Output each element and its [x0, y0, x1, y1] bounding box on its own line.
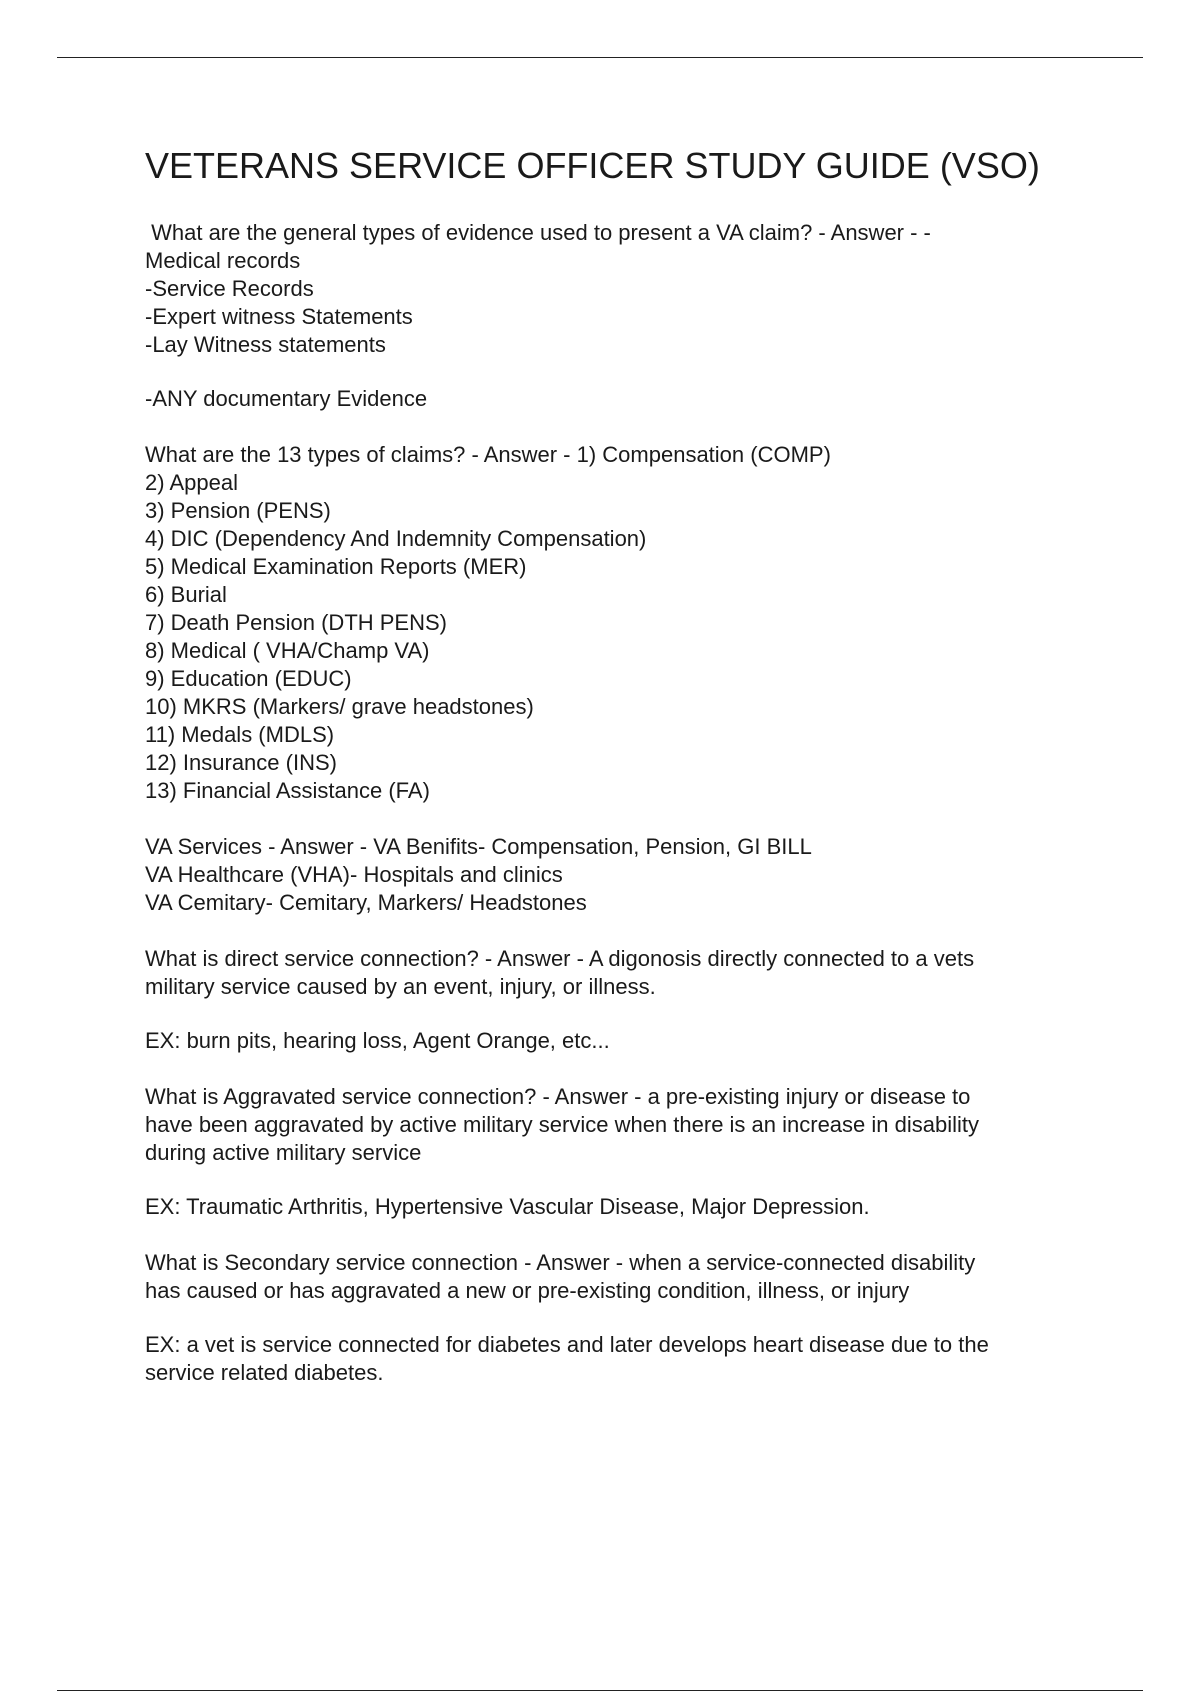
- list-item: 2) Appeal: [145, 470, 238, 495]
- answer-line: VA Healthcare (VHA)- Hospitals and clinics: [145, 862, 563, 887]
- question-line: What are the 13 types of claims? - Answer - 1) Compensation (COMP): [145, 442, 831, 467]
- question-line: What is Secondary service connection - Answer - when a service-connected disability: [145, 1250, 976, 1275]
- answer-line: -ANY documentary Evidence: [145, 386, 428, 411]
- list-item: 12) Insurance (INS): [145, 750, 337, 775]
- list-item: 7) Death Pension (DTH PENS): [145, 610, 447, 635]
- list-item: 4) DIC (Dependency And Indemnity Compensation): [145, 526, 647, 551]
- question-line: What are the general types of evidence used to present a VA claim? - Answer - -: [145, 220, 931, 245]
- qa-entry-aggravated-service-connection: [145, 1083, 1090, 1221]
- top-rule: [57, 57, 1143, 58]
- example-line: service related diabetes.: [145, 1360, 384, 1385]
- answer-line: during active military service: [145, 1140, 422, 1165]
- list-item: 3) Pension (PENS): [145, 498, 331, 523]
- qa-entry-evidence-types: [145, 219, 1090, 413]
- answer-line: -Service Records: [145, 276, 314, 301]
- question-line: What is direct service connection? - Answer - A digonosis directly connected to a vets: [145, 946, 975, 971]
- answer-line: Medical records: [145, 248, 301, 273]
- list-item: 11) Medals (MDLS): [145, 722, 335, 747]
- blank-line: [145, 1167, 1090, 1193]
- list-item: 13) Financial Assistance (FA): [145, 778, 430, 803]
- answer-line: have been aggravated by active military service when there is an increase in disability: [145, 1112, 979, 1137]
- qa-entry-claim-types: [145, 441, 1090, 805]
- document-title: VETERANS SERVICE OFFICER STUDY GUIDE (VSO): [145, 145, 1040, 186]
- list-item: 5) Medical Examination Reports (MER): [145, 554, 527, 579]
- answer-line: military service caused by an event, injury, or illness.: [145, 974, 656, 999]
- answer-line: VA Cemitary- Cemitary, Markers/ Headstones: [145, 890, 587, 915]
- bottom-rule: [57, 1690, 1143, 1691]
- example-line: EX: Traumatic Arthritis, Hypertensive Vascular Disease, Major Depression.: [145, 1194, 870, 1219]
- answer-line: has caused or has aggravated a new or pre-existing condition, illness, or injury: [145, 1278, 910, 1303]
- qa-entry-secondary-service-connection: [145, 1249, 1090, 1387]
- list-item: 9) Education (EDUC): [145, 666, 352, 691]
- question-line: What is Aggravated service connection? - Answer - a pre-existing injury or disease to: [145, 1084, 971, 1109]
- answer-line: -Lay Witness statements: [145, 332, 386, 357]
- example-line: EX: burn pits, hearing loss, Agent Orange, etc...: [145, 1028, 610, 1053]
- blank-line: [145, 1305, 1090, 1331]
- qa-entry-va-services: [145, 833, 1090, 917]
- list-item: 8) Medical ( VHA/Champ VA): [145, 638, 430, 663]
- blank-line: [145, 359, 1090, 385]
- list-item: 10) MKRS (Markers/ grave headstones): [145, 694, 534, 719]
- answer-line: -Expert witness Statements: [145, 304, 413, 329]
- blank-line: [145, 1001, 1090, 1027]
- question-line: VA Services - Answer - VA Benifits- Compensation, Pension, GI BILL: [145, 834, 812, 859]
- qa-entry-direct-service-connection: [145, 945, 1090, 1055]
- example-line: EX: a vet is service connected for diabetes and later develops heart disease due to the: [145, 1332, 989, 1357]
- document-page: [145, 140, 1090, 1415]
- list-item: 6) Burial: [145, 582, 227, 607]
